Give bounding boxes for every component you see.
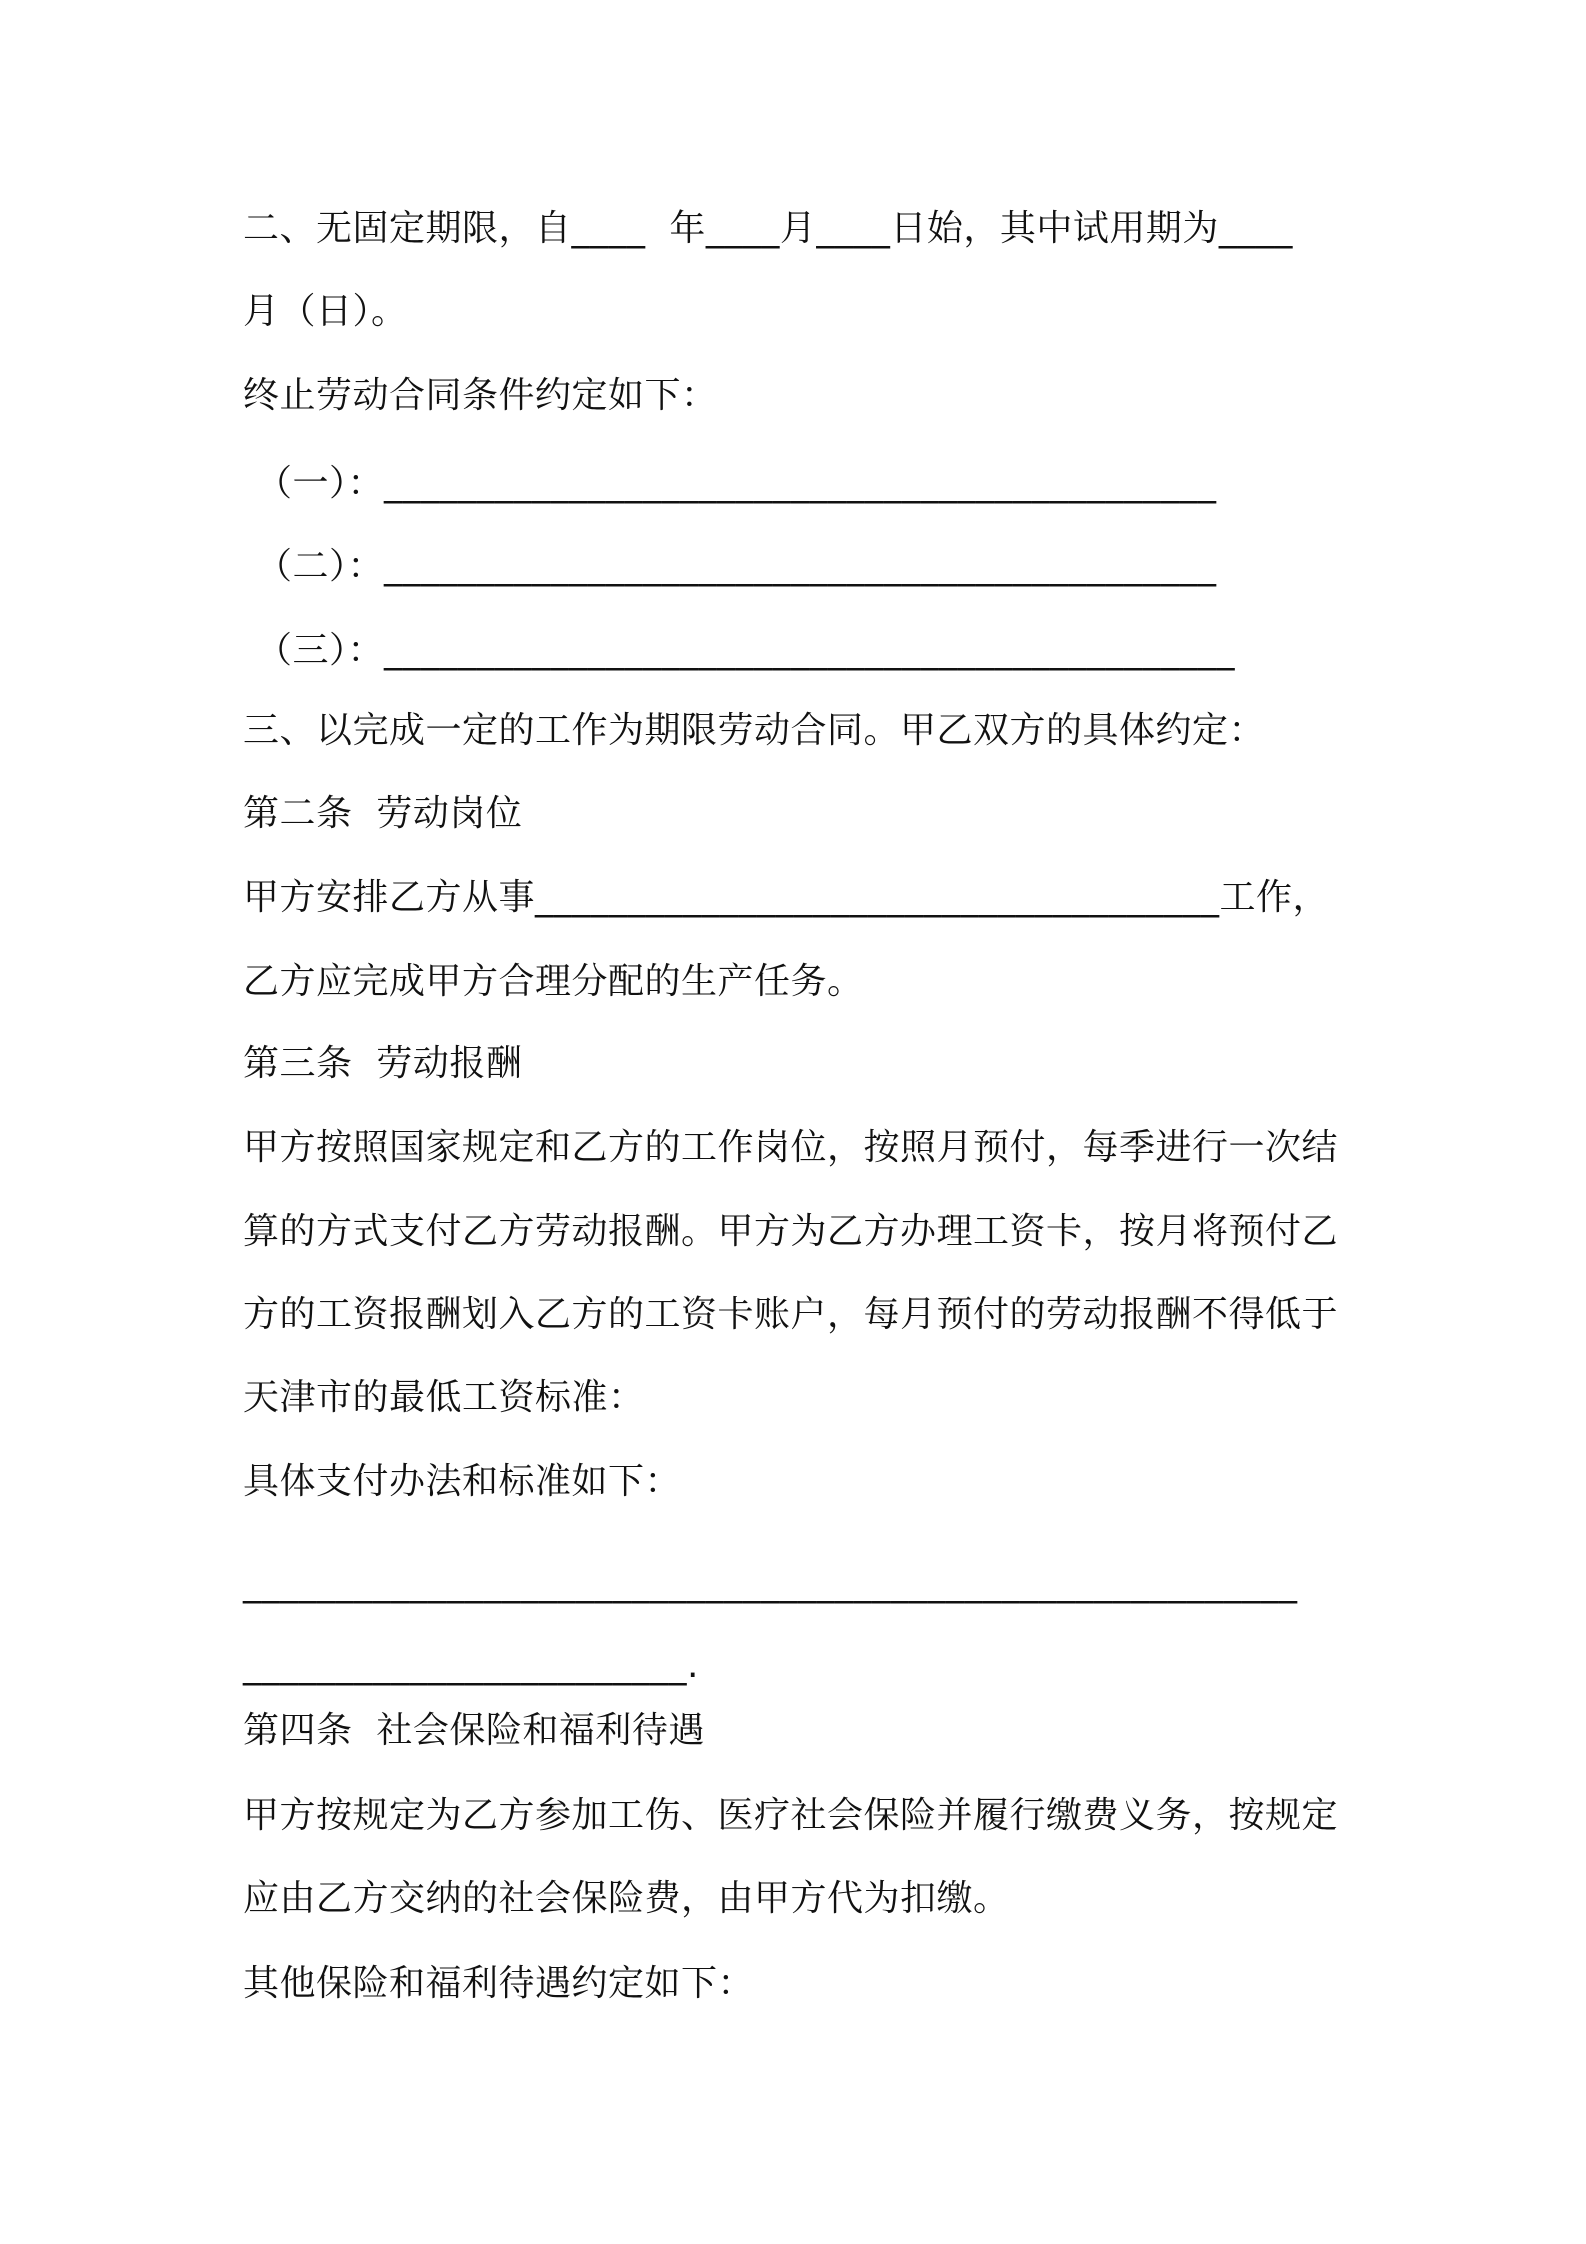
clause-indefinite-term: 二、无固定期限，自____ 年____月____日始，其中试用期为____ xyxy=(243,208,1293,249)
termination-condition-2: （二）：_____________________________________________ xyxy=(256,546,1217,587)
article-3-heading: 第三条 劳动报酬 xyxy=(243,1043,523,1084)
article-4-body-2: 应由乙方交纳的社会保险费，由甲方代为扣缴。 xyxy=(243,1878,1010,1919)
termination-condition-1: （一）：_____________________________________________ xyxy=(256,463,1217,504)
termination-conditions-heading: 终止劳动合同条件约定如下： xyxy=(243,375,718,416)
article-3-body-1: 甲方按照国家规定和乙方的工作岗位，按照月预付，每季进行一次结 xyxy=(243,1127,1339,1168)
clause-task-based-term: 三、以完成一定的工作为期限劳动合同。甲乙双方的具体约定： xyxy=(243,710,1266,751)
article-3-body-4: 天津市的最低工资标准： xyxy=(243,1377,645,1418)
article-2-body-cont: 乙方应完成甲方合理分配的生产任务。 xyxy=(243,961,864,1002)
article-4-body-1: 甲方按规定为乙方参加工伤、医疗社会保险并履行缴费义务，按规定 xyxy=(243,1795,1339,1836)
article-3-body-2: 算的方式支付乙方劳动报酬。甲方为乙方办理工资卡，按月将预付乙 xyxy=(243,1211,1339,1252)
termination-condition-3: （三）：______________________________________________ xyxy=(256,630,1236,671)
other-benefits-heading: 其他保险和福利待遇约定如下： xyxy=(243,1963,755,2004)
article-2-heading: 第二条 劳动岗位 xyxy=(243,793,523,834)
payment-method-blank-2: ________________________. xyxy=(243,1645,699,1686)
payment-method-heading: 具体支付办法和标准如下： xyxy=(243,1461,682,1502)
clause-indefinite-term-cont: 月（日）。 xyxy=(243,291,408,332)
payment-method-blank-1: _________________________________________________________ xyxy=(243,1563,1298,1604)
article-2-body: 甲方安排乙方从事_____________________________________工作， xyxy=(243,877,1330,918)
article-4-heading: 第四条 社会保险和福利待遇 xyxy=(243,1710,705,1751)
article-3-body-3: 方的工资报酬划入乙方的工资卡账户，每月预付的劳动报酬不得低于 xyxy=(243,1294,1339,1335)
